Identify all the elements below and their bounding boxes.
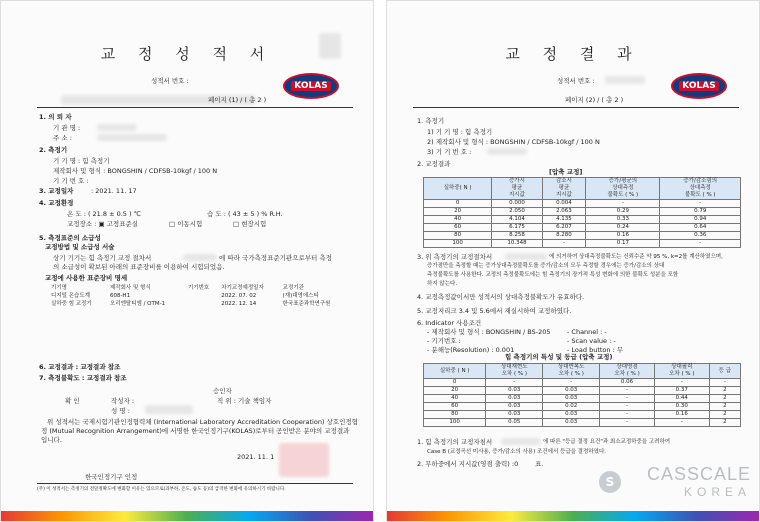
redacted-block	[501, 438, 541, 445]
section-5b-title: 교정에 사용한 표준장비 명세	[45, 274, 128, 282]
table-cell: 0.03	[486, 403, 543, 411]
table-cell: 2.063	[542, 208, 586, 216]
table-cell: -	[600, 419, 655, 427]
section-7-title: 7. 측정불확도 : 교정결과 참조	[39, 374, 127, 382]
page-title: 교 정 성 적 서	[100, 45, 274, 63]
indicator-serial: - 기기번호 :	[427, 337, 461, 345]
table-cell: 6.175	[492, 224, 542, 232]
section-1-title: 1. 의 뢰 자	[39, 113, 72, 121]
table-cell: -	[654, 379, 709, 387]
table-cell: 0.16	[654, 411, 709, 419]
table-cell: 8.280	[542, 232, 586, 240]
table-cell: 608-H1	[109, 292, 131, 299]
confirm-label: 확 인	[65, 397, 80, 405]
table-row	[424, 379, 741, 387]
traceability-text-2: 에 따라 국가측정표준기관으로부터 측정	[219, 254, 332, 262]
column-header: 기기명	[51, 284, 67, 291]
table-cell: 0.06	[600, 379, 655, 387]
instrument-name: 1) 기 기 명 : 힘 측정기	[427, 128, 493, 136]
humidity: 습 도 : ( 43 ± 5 ) % R.H.	[207, 210, 283, 218]
table-cell: -	[660, 200, 741, 208]
place-mobile: □ 이동시험	[169, 220, 203, 228]
table-cell: 2	[709, 395, 740, 403]
column-header: 감소시 평균 지시값	[542, 178, 586, 200]
section-2-title: 2. 측정기	[39, 146, 68, 154]
indicator-resolution: - 분해능(Resolution) : 0.001	[427, 346, 515, 354]
table-cell: 0.64	[660, 224, 741, 232]
table-cell: -	[542, 240, 586, 248]
table-cell: 0.24	[586, 224, 660, 232]
mra-line-3: 입니다.	[41, 436, 62, 444]
table-row	[424, 200, 741, 208]
column-header: 실하중( N )	[424, 178, 492, 200]
column-header: 증가시 평균 지시값	[492, 178, 542, 200]
table-row	[49, 292, 349, 300]
divider	[37, 483, 353, 484]
color-strip	[1, 511, 373, 521]
table-cell: 0.03	[486, 387, 543, 395]
note-6-title: 6. Indicator 사용조건	[417, 319, 482, 327]
cert-no-label: 성적서 번호 :	[557, 77, 595, 85]
column-header: 상대영점 오차 ( % )	[600, 364, 655, 379]
place-onsite: □ 현장시험	[233, 220, 267, 228]
table-cell: 0.03	[543, 387, 600, 395]
table-cell: -	[600, 411, 655, 419]
column-header: 상대필릭 오차 ( % )	[654, 364, 709, 379]
traceability-text-3: 의 소급성이 확보된 아래의 표준장비를 이용하여 시험되었음.	[53, 263, 225, 271]
section-4-title: 4. 교정환경	[39, 199, 74, 207]
indicator-scan: - Scan value : -	[567, 337, 616, 345]
table-cell: 0.37	[654, 387, 709, 395]
instrument-serial: 기 기 번 호 :	[53, 177, 89, 185]
column-header: 기기번호	[187, 284, 210, 291]
redacted-block	[97, 124, 137, 131]
table-row	[424, 232, 741, 240]
table-cell: 2	[709, 411, 740, 419]
table-cell: 0.36	[660, 232, 741, 240]
table-row	[424, 395, 741, 403]
table-cell: 0.03	[543, 419, 600, 427]
note-1-c: Case B (교정곡선 미사용, 증가/감소의 사용) 조건에서 등급을 결정하였다.	[427, 449, 607, 455]
table-cell: 오리엔탈티엠 / OTM-1	[109, 300, 166, 307]
table-cell: -	[600, 387, 655, 395]
redacted-block	[145, 405, 193, 414]
table-cell: 0.94	[660, 216, 741, 224]
table-cell: 2	[709, 419, 740, 427]
table-cell: 100	[424, 419, 486, 427]
column-header: 차기교정예정일자	[221, 284, 264, 291]
table-row	[424, 411, 741, 419]
note-5: 5. 교정지리크 3.4 및 5.6에서 재실시하여 교정하였다.	[417, 307, 572, 315]
casscale-logo-icon: S	[599, 471, 621, 493]
certificate-page-2	[386, 0, 760, 522]
approver-label: 승인자	[213, 387, 232, 395]
table-cell: 0.004	[542, 200, 586, 208]
table-cell: 0.03	[486, 411, 543, 419]
column-header: 증가/감소림의 상대측정 불확도 ( % )	[660, 178, 741, 200]
note-2-b: 표.	[535, 460, 544, 468]
table-cell: 60	[424, 224, 492, 232]
cert-no-label: 성적서 번호 :	[151, 77, 189, 85]
note-3-d: 측정불확도를 사용한다. 교정의 측정불확도에는 힘 측정기의 장기적 특성 변화에 의한 불확도 성분을 포함	[427, 272, 679, 278]
place-fixed: 교정장소 : ▣ 고정표준실	[67, 220, 139, 228]
table-cell: 4.104	[492, 216, 542, 224]
author-name-label: 성 명 :	[111, 407, 130, 415]
table-cell: 0.03	[486, 395, 543, 403]
table-cell: 0.16	[586, 232, 660, 240]
redacted-block	[183, 254, 217, 261]
color-strip	[387, 511, 759, 521]
note-3-c: 증가점만을 측정할 때는 증가상대측정불확도를 증가/감소의 모두 측정할 경우에는 증가/감소의 상대	[427, 263, 665, 269]
address-label: 주 소 :	[53, 134, 72, 142]
note-4: 4. 교정측정값이서만 성적서의 상대측정불확도가 유효하다.	[417, 293, 585, 301]
casscale-watermark: CASSCALE KOREA	[646, 464, 751, 499]
instrument-maker: 2) 제작회사 및 형식 : BONGSHIN / CDFSB-10kgf / 100 N	[427, 138, 600, 146]
table-cell: -	[600, 403, 655, 411]
table-row	[424, 240, 741, 248]
certificate-page-1	[0, 0, 374, 522]
table-row	[424, 216, 741, 224]
table-cell: 0.44	[654, 395, 709, 403]
calibration-results-table	[423, 177, 741, 248]
table-cell: 0.03	[543, 411, 600, 419]
redacted-seal	[279, 443, 329, 477]
table-cell: 0.02	[543, 403, 600, 411]
mra-line-2: 정 (Mutual Recognition Arrangement)에 서명한 한국인정기구(KOLAS)로부터 공인받은 분야의 교정결과	[41, 427, 350, 435]
note-1-a: 1. 힘 측정기의 교정자침서	[417, 438, 493, 446]
table-cell: 실하중 힘 교정기	[51, 300, 92, 307]
column-header: 상대반복도 오차 ( % )	[543, 364, 600, 379]
footer-note: (주) 이 성적서는 측정기의 전달정확도에 변화할 이유는 있으므로(과부하, 온도, 습도 등)의 급격한 변화에 유의하시기 바랍니다.	[37, 487, 286, 492]
table-cell: 0.05	[486, 419, 543, 427]
author-label: 작성자 :	[111, 397, 135, 405]
table-cell: 0	[424, 379, 486, 387]
table-cell: 0.17	[586, 240, 660, 248]
indicator-maker: - 제작회사 및 형식 : BONGSHIN / BS-205	[427, 328, 551, 336]
column-header: 상대재현도 오차 ( % )	[486, 364, 543, 379]
table-row	[424, 403, 741, 411]
table-cell: 40	[424, 395, 486, 403]
redacted-block	[97, 134, 167, 141]
temperature: 온 도 : ( 21.8 ± 0.5 ) ℃	[67, 210, 141, 218]
org-label: 기 관 명 :	[53, 124, 81, 132]
table-cell: -	[486, 379, 543, 387]
table-cell: 한국표준과학연구원	[282, 300, 331, 307]
table-cell: 0.03	[543, 395, 600, 403]
table-row	[424, 419, 741, 427]
table-cell: 20	[424, 387, 486, 395]
table-row	[49, 300, 349, 308]
table-cell: 2	[709, 403, 740, 411]
table-cell: 80	[424, 411, 486, 419]
note-3-a: 3. 위 측정기의 교정절차서	[417, 253, 493, 261]
table-cell: -	[660, 240, 741, 248]
calibration-date: : 2021. 11. 17	[91, 187, 137, 195]
grade-table	[423, 363, 741, 427]
instrument-serial: 3) 기 기 번 호 :	[427, 148, 472, 156]
table-cell: 2.050	[492, 208, 542, 216]
page-indicator: 페이지 (2) / ( 총 2 )	[565, 96, 624, 104]
table-cell: 0.79	[660, 208, 741, 216]
table-cell: 0.30	[654, 403, 709, 411]
kolas-logo: KOLAS	[671, 73, 727, 99]
table-cell: 10.348	[492, 240, 542, 248]
instrument-name: 기 기 명 : 힘 측정기	[53, 157, 110, 165]
table-cell: 20	[424, 208, 492, 216]
column-header: 제작회사 및 형식	[109, 284, 151, 291]
table-cell: (재)대영에스티	[282, 292, 319, 299]
section-2-title: 2. 교정결과	[417, 160, 451, 168]
mra-line-1: 위 성적서는 국제시험기관인정협력체 (International Laboratory Accreditation Cooperation) 상호인정협	[47, 418, 358, 426]
table-cell: 4.135	[542, 216, 586, 224]
note-1-b: 에 따른 "등급 결정 요건"과 최소교정하중을 고려하여	[543, 439, 671, 445]
page-indicator: 페이지 (1) / ( 총 2 )	[208, 96, 267, 104]
redacted-block	[605, 76, 645, 84]
column-header: 등 급	[709, 364, 740, 379]
section-3-title: 3. 교정일자	[39, 187, 74, 195]
table-row	[424, 208, 741, 216]
traceability-text: 상기 기기는 힘 측정기 교정 절차서	[53, 254, 152, 262]
table-row	[424, 387, 741, 395]
indicator-channel: - Channel : -	[567, 328, 607, 336]
page-title: 교 정 결 과	[505, 45, 641, 63]
column-header: 실하중 ( N )	[424, 364, 486, 379]
kolas-logo: KOLAS	[283, 73, 339, 99]
table2-title: 힘 측정기의 특성 및 등급 (압축 교정)	[505, 353, 613, 361]
table-cell: -	[709, 379, 740, 387]
table-row	[424, 224, 741, 232]
column-header: 증가/평균의 상대측정 불확도 ( % )	[586, 178, 660, 200]
table-cell: 6.207	[542, 224, 586, 232]
table-cell: 0.000	[492, 200, 542, 208]
table-cell: 디지털 온습도계	[51, 292, 90, 299]
table-cell: -	[543, 379, 600, 387]
table-cell: 2022. 07. 02	[221, 292, 257, 299]
table-cell: 2022. 12. 14	[221, 300, 257, 307]
note-3-b: 에 의거하여 상대측정불확도는 신뢰수준 약 95 %, k=2를 계산하였으며,	[549, 254, 723, 260]
table-cell: 0	[424, 200, 492, 208]
kolas-accredited-label: 한국인정기구 인정	[85, 473, 138, 481]
table-cell: 40	[424, 216, 492, 224]
indicator-load-button: - Load button : 무	[567, 346, 624, 354]
table-cell: -	[654, 419, 709, 427]
section-5-title: 5. 측정표준의 소급성	[39, 234, 101, 242]
table-cell: 2	[709, 387, 740, 395]
tech-manager: 직 위 : 기술 책임자	[217, 397, 272, 405]
column-header: 교정기관	[282, 284, 304, 291]
divider	[413, 107, 739, 108]
note-2: 2. 무하중에서 지시값(영점 출력) :0	[417, 460, 519, 468]
table-cell: 80	[424, 232, 492, 240]
table-cell: 60	[424, 403, 486, 411]
note-3-e: 하지 않는다.	[427, 281, 458, 287]
table-cell: -	[586, 200, 660, 208]
redacted-block	[505, 253, 547, 260]
section-5a-title: 교정방법 및 소급성 서술	[45, 243, 115, 251]
table-cell: 0.33	[586, 216, 660, 224]
redacted-block	[487, 148, 527, 155]
issue-date: 2021. 11. 1	[237, 453, 275, 461]
table-cell: 0.29	[586, 208, 660, 216]
table-cell: 8.258	[492, 232, 542, 240]
standard-equipment-table	[49, 284, 349, 308]
table1-title: [압축 교정]	[549, 168, 583, 176]
table-cell: -	[600, 395, 655, 403]
section-6-title: 6. 교정결과 : 교정결과 참조	[39, 363, 121, 371]
table-cell	[186, 300, 219, 308]
table-cell	[186, 292, 219, 300]
section-1-title: 1. 측정기	[417, 117, 445, 125]
table-cell: 100	[424, 240, 492, 248]
divider	[37, 107, 353, 108]
instrument-maker: 제작회사 및 형식 : BONGSHIN / CDFSB-10kgf / 100 N	[53, 167, 218, 175]
